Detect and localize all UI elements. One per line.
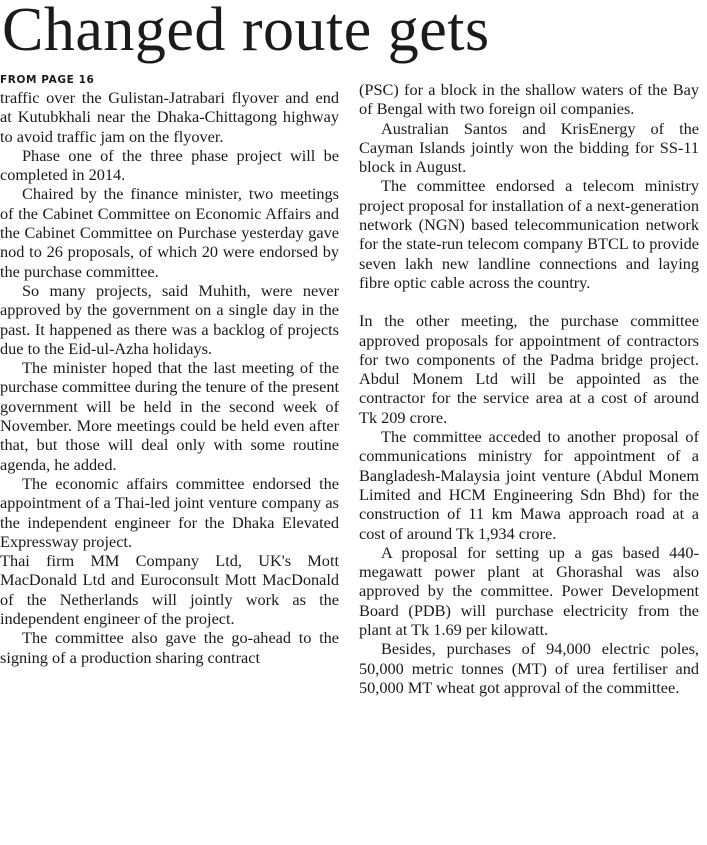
paragraph: The committee also gave the go-ahead to the signing of a production sharing contract: [0, 628, 339, 667]
paragraph: The committee acceded to another proposal of communications ministry for appointment of a Bangladesh-Malaysia joint venture (Abdul Monem Limited and HCM Engineering Sdn Bhd) for the construction of 11 km Mawa approach road at a cost of around Tk 1,934 crore.: [359, 427, 699, 543]
paragraph: Chaired by the finance minister, two meetings of the Cabinet Committee on Economic Affairs and the Cabinet Committee on Purchase yesterday gave nod to 26 proposals, of which 20 were endorsed by the purchase committee.: [0, 184, 339, 281]
paragraph: Australian Santos and KrisEnergy of the Cayman Islands jointly won the bidding for SS-11 block in August.: [359, 118, 699, 177]
article-column-right: [359, 80, 699, 697]
paragraph: The economic affairs committee endorsed the appointment of a Thai-led joint venture company as the independent engineer for the Dhaka Elevated Expressway project.: [0, 473, 339, 551]
paragraph: A proposal for setting up a gas based 440-megawatt power plant at Ghorashal was also approved by the committee. Power Development Board (PDB) will purchase electricity from the plant at Tk 1.69 per kilowatt.: [359, 542, 699, 640]
paragraph: Besides, purchases of 94,000 electric poles, 50,000 metric tonnes (MT) of urea fertiliser and 50,000 MT wheat got approval of the committee.: [359, 639, 699, 697]
paragraph: Phase one of the three phase project will be completed in 2014.: [0, 145, 339, 185]
article-column-left: [0, 72, 339, 667]
paragraph: (PSC) for a block in the shallow waters of the Bay of Bengal with two foreign oil companies.: [359, 80, 699, 119]
paragraph: traffic over the Gulistan-Jatrabari flyover and end at Kutubkhali near the Dhaka-Chittagong highway to avoid traffic jam on the flyover.: [0, 88, 339, 146]
paragraph: The minister hoped that the last meeting of the purchase committee during the tenure of the present government will be held in the second week of November. More meetings could be held even after that, but those will deal only with some routine agenda, he added.: [0, 358, 339, 474]
continued-from-label: FROM PAGE 16: [0, 74, 95, 86]
paragraph: In the other meeting, the purchase committee approved proposals for appointment of contractors for two components of the Padma bridge project. Abdul Monem Ltd will be appointed as the contractor for the service area at a cost of around Tk 209 crore.: [359, 311, 699, 427]
paragraph: Thai firm MM Company Ltd, UK's Mott MacDonald Ltd and Euroconsult Mott MacDonald of the Netherlands will jointly work as the independent engineer of the project.: [0, 551, 339, 629]
paragraph: The committee endorsed a telecom ministry project proposal for installation of a next-generation network (NGN) based telecommunication network for the state-run telecom company BTCL to provide seven lakh new landline connections and laying fibre optic cable across the country.: [359, 176, 699, 292]
headline: Changed route gets: [2, 0, 490, 64]
paragraph: So many projects, said Muhith, were never approved by the government on a single day in the past. It happened as there was a backlog of projects due to the Eid-ul-Azha holidays.: [0, 280, 339, 358]
